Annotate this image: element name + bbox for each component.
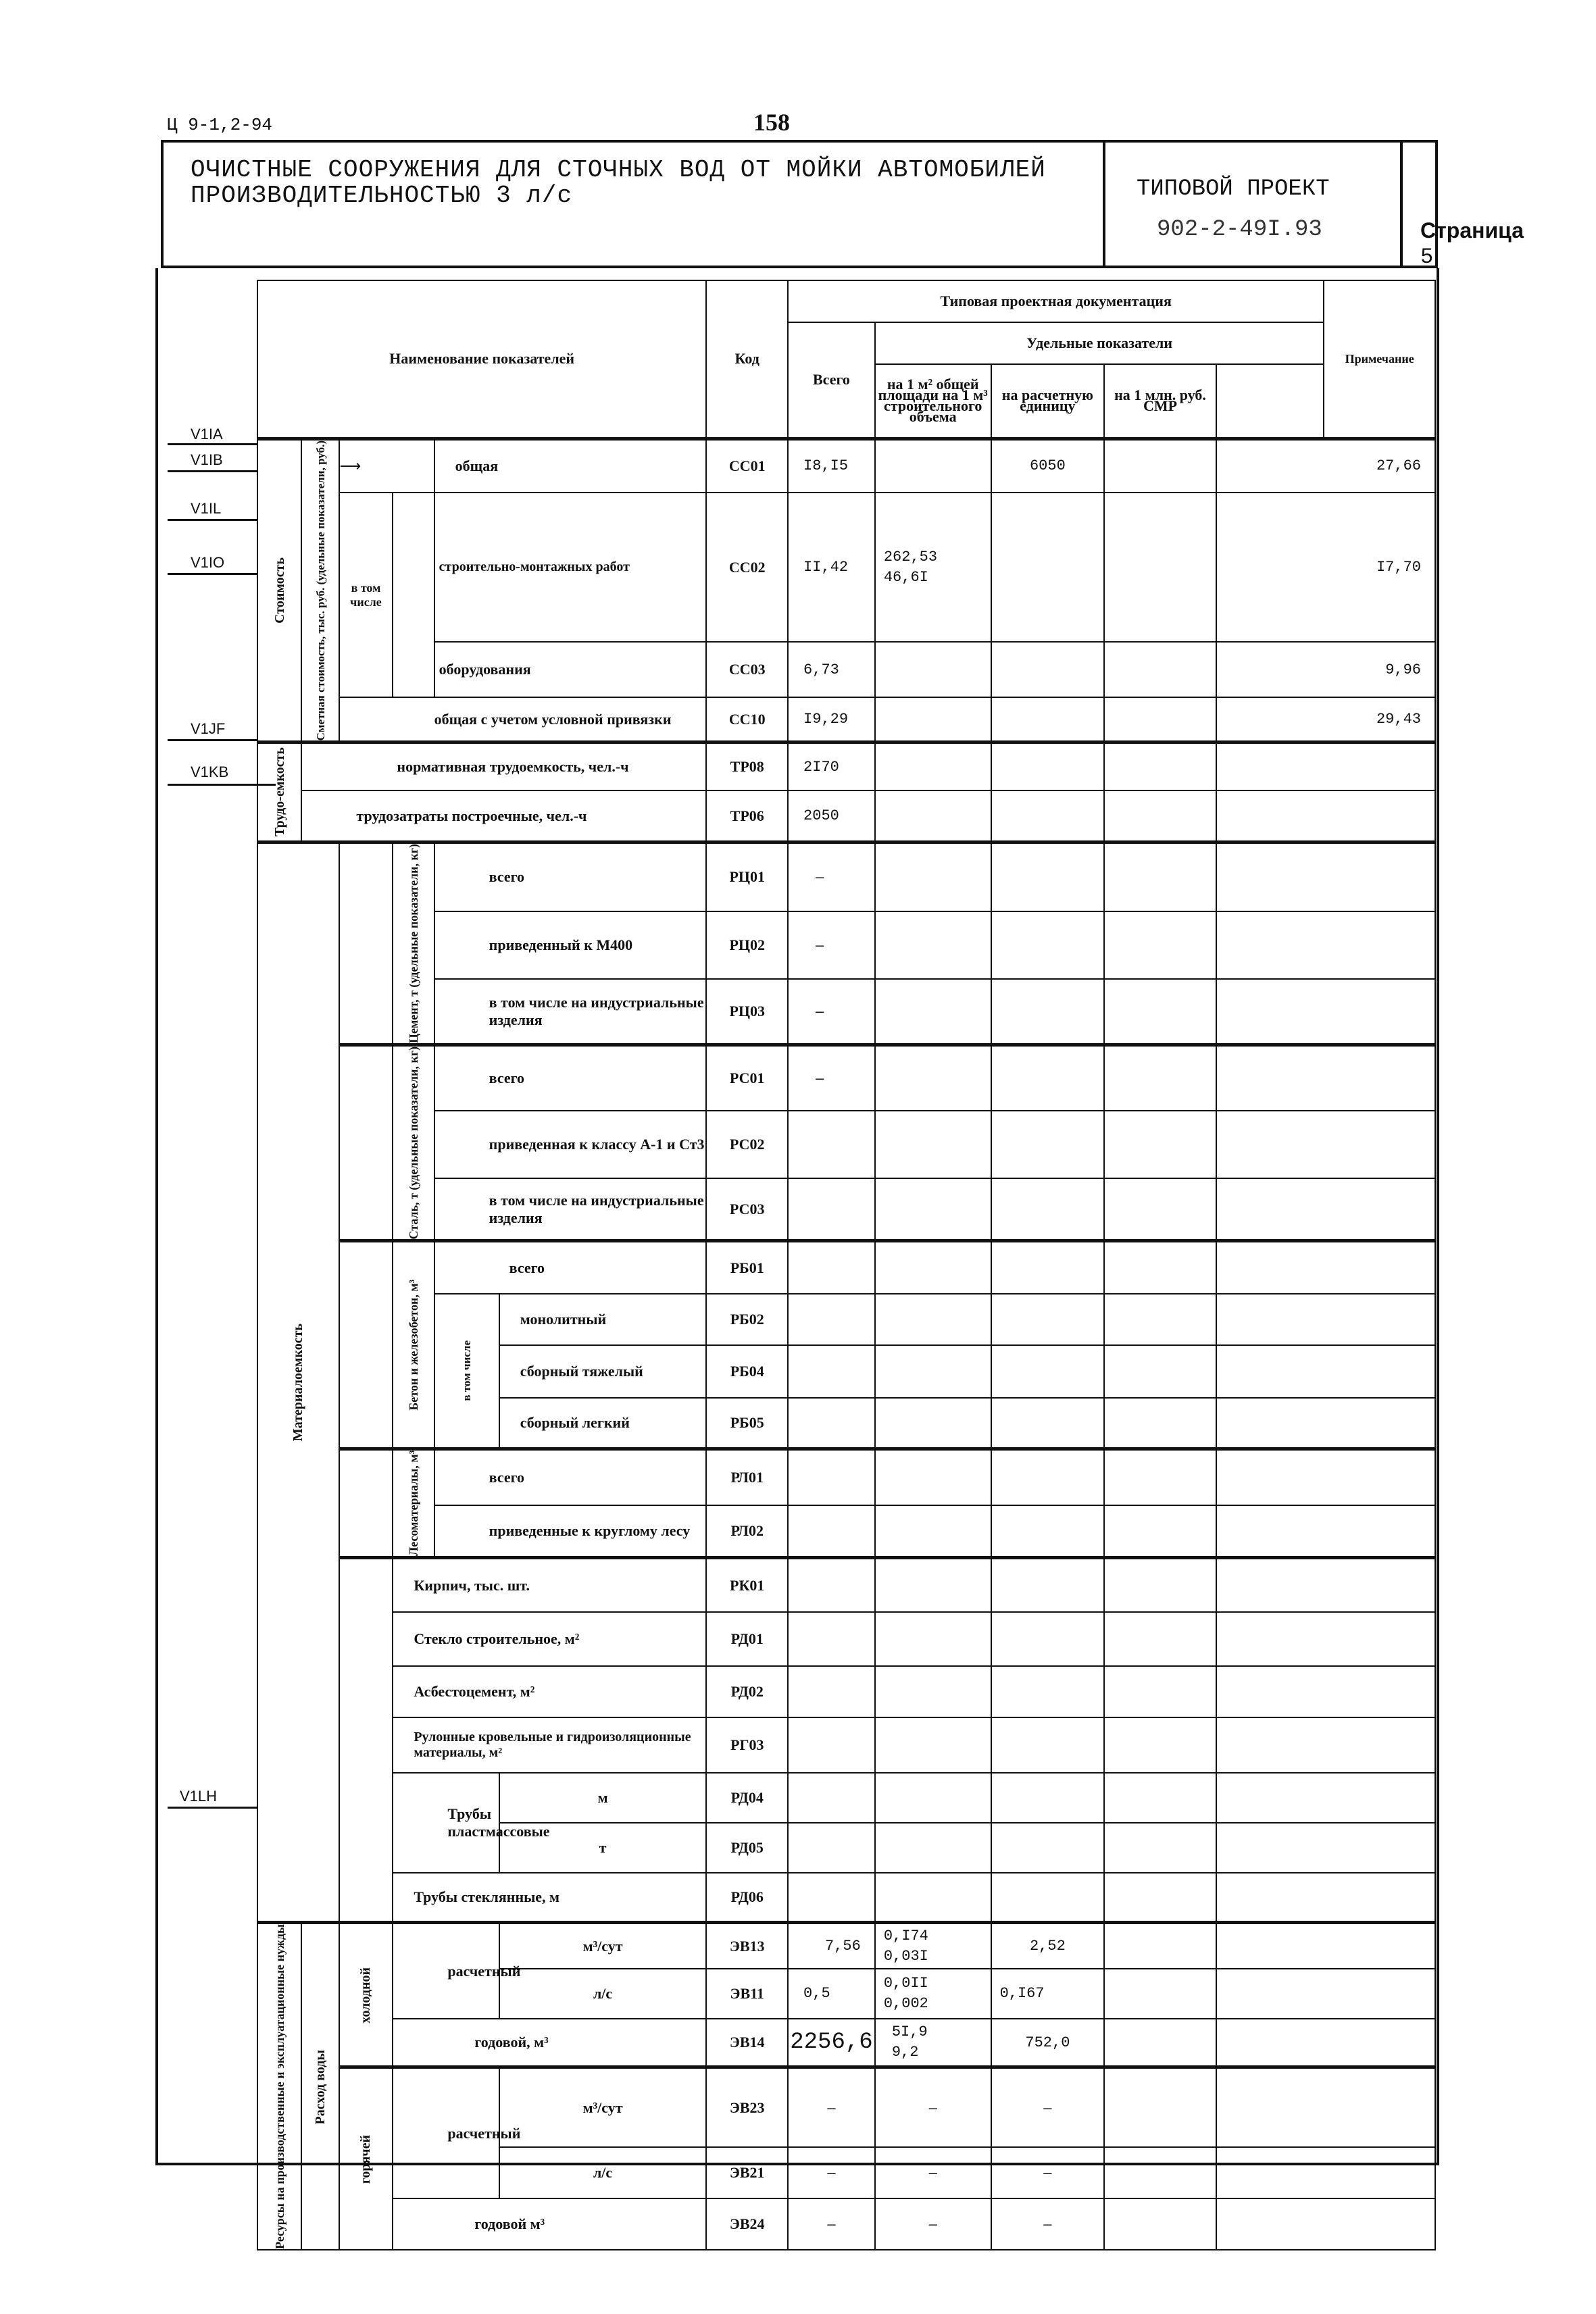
cell-per-area: [875, 642, 991, 697]
cell-per-unit: 752,0: [991, 2019, 1105, 2067]
table-row: [257, 493, 1435, 642]
row-name: в том числе на индустриальные изделия: [434, 979, 707, 1045]
row-name: Рулонные кровельные и гидроизоляционные материалы, м²: [393, 1717, 706, 1773]
cell-note: I7,70: [1216, 493, 1435, 642]
table-row: [257, 1923, 1435, 1969]
row-code: ЭВ14: [706, 2019, 788, 2067]
row-name: Стекло строительное, м²: [393, 1612, 706, 1666]
table-row: [257, 1111, 1435, 1178]
page-number: 158: [753, 109, 790, 136]
cell-total: I8,I5: [788, 438, 875, 493]
cell-per-smr: [1104, 493, 1216, 642]
row-code: РБ05: [706, 1398, 788, 1449]
group-resources: Ресурсы на производственные и эксплуатационные нужды: [257, 1923, 301, 2250]
row-name: общая с учетом условной привязки: [339, 697, 707, 742]
table-row: [257, 911, 1435, 979]
table-row: [257, 697, 1435, 742]
document-title: ОЧИСТНЫЕ СООРУЖЕНИЯ ДЛЯ СТОЧНЫХ ВОД ОТ МОЙКИ АВТОМОБИЛЕЙ ПРОИЗВОДИТЕЛЬНОСТЬЮ 3 л/с: [191, 156, 1046, 209]
row-code: ЭВ13: [706, 1923, 788, 1969]
row-code: РД05: [706, 1823, 788, 1873]
table-row: [257, 2067, 1435, 2147]
arrow-cell: [393, 493, 434, 697]
cell-note: 29,43: [1216, 697, 1435, 742]
page-label-text: Страница: [1420, 218, 1524, 243]
row-code: РС03: [706, 1178, 788, 1241]
table-row: [257, 2019, 1435, 2067]
cell-total: –: [788, 911, 875, 979]
table-row: [257, 979, 1435, 1045]
row-name: расчетный: [393, 2067, 499, 2198]
margin-mark: V1IL: [191, 500, 222, 517]
table-row: [257, 1773, 1435, 1823]
spacer: [339, 842, 393, 1045]
row-code: РС01: [706, 1045, 788, 1111]
col-header-total: Всего: [788, 322, 875, 438]
row-name: общая: [434, 438, 707, 493]
col-header-code: Код: [706, 280, 788, 438]
row-code: РД06: [706, 1873, 788, 1923]
margin-mark: V1JF: [191, 720, 226, 737]
project-label: ТИПОВОЙ ПРОЕКТ: [1137, 176, 1330, 202]
water-hot: горячей: [339, 2067, 393, 2250]
unit-cell: л/с: [499, 1969, 707, 2019]
row-code: ЭВ23: [706, 2067, 788, 2147]
spacer: [339, 1241, 393, 1449]
table-row: [257, 842, 1435, 911]
title-divider: [1400, 143, 1403, 266]
cell-per-smr: [1104, 642, 1216, 697]
row-name: сборный легкий: [499, 1398, 707, 1449]
row-code: СС03: [706, 642, 788, 697]
row-code: ЭВ24: [706, 2198, 788, 2250]
col-header-per-smr: на 1 млн. руб. СМР: [1104, 364, 1216, 438]
cell-total: –: [788, 842, 875, 911]
cell-total: –: [788, 2198, 875, 2250]
margin-line: [168, 470, 257, 472]
group-timber: Лесоматериалы, м³: [393, 1449, 434, 1558]
row-name: всего: [434, 1449, 707, 1505]
cell-per-unit: –: [991, 2067, 1105, 2147]
cell-per-smr: [1104, 438, 1216, 493]
arrow-cell: ⟶: [339, 438, 434, 493]
page-label: [1420, 218, 1524, 270]
title-block: [161, 140, 1524, 270]
unit-cell: м³/сут: [499, 2067, 707, 2147]
cell-per-smr: [1104, 697, 1216, 742]
table-row: [257, 1241, 1435, 1294]
row-name: Трубы пластмассовые: [393, 1773, 499, 1873]
table-row: [257, 2198, 1435, 2250]
margin-line: [168, 519, 257, 521]
table-row: [257, 790, 1435, 842]
margin-line: [168, 739, 257, 741]
row-code: РЦ03: [706, 979, 788, 1045]
col-header-per-area: на 1 м² общей площади на 1 м³ строительного объема: [875, 364, 991, 438]
in-that-label: в том числе: [339, 493, 393, 697]
margin-line: [168, 573, 257, 575]
table-row: [257, 1717, 1435, 1773]
table-row: [257, 1873, 1435, 1923]
table-row: [257, 742, 1435, 790]
row-name: трудозатраты построечные, чел.-ч: [301, 790, 706, 842]
table-row: [257, 1294, 1435, 1345]
cell-total: 2050: [788, 790, 875, 842]
col-header-name: Наименование показателей: [257, 280, 706, 438]
row-code: РБ02: [706, 1294, 788, 1345]
spacer: [339, 1045, 393, 1241]
row-code: ЭВ11: [706, 1969, 788, 2019]
row-name: всего: [434, 842, 707, 911]
row-code: РЦ02: [706, 911, 788, 979]
cell-per-area: [875, 697, 991, 742]
row-code: ЭВ21: [706, 2147, 788, 2198]
col-header-note: Примечание: [1324, 280, 1435, 438]
table-row: [257, 1505, 1435, 1558]
row-code: СС02: [706, 493, 788, 642]
cell-per-area: 0,0II 0,002: [875, 1969, 991, 2019]
cell-total: 0,5: [788, 1969, 875, 2019]
cell-total: –: [788, 2147, 875, 2198]
group-water: Расход воды: [301, 1923, 339, 2250]
table-row: [257, 642, 1435, 697]
cell-per-unit: [991, 493, 1105, 642]
cell-total: II,42: [788, 493, 875, 642]
cell-per-unit: [991, 642, 1105, 697]
cell-total: –: [788, 1045, 875, 1111]
col-header-doc: Типовая проектная документация: [788, 280, 1324, 322]
row-name: приведенные к круглому лесу: [434, 1505, 707, 1558]
row-code: РД02: [706, 1666, 788, 1717]
cell-per-area: 5I,9 9,2: [875, 2019, 991, 2067]
group-cement: Цемент, т (удельные показатели, кг): [393, 842, 434, 1045]
cell-total: 2256,6: [788, 2019, 875, 2067]
group-labor: Трудо-емкость: [257, 742, 301, 842]
group-cost-sub: Сметная стоимость, тыс. руб. (удельные показатели, руб.): [301, 438, 339, 742]
row-name: нормативная трудоемкость, чел.-ч: [301, 742, 706, 790]
cell-per-area: [875, 438, 991, 493]
cell-total: 6,73: [788, 642, 875, 697]
unit-cell: л/с: [499, 2147, 707, 2198]
cell-total: 2I70: [788, 742, 875, 790]
row-name: приведенная к классу А-1 и Ст3: [434, 1111, 707, 1178]
table-row: [257, 1178, 1435, 1241]
row-name: всего: [434, 1241, 707, 1294]
margin-mark: V1KB: [191, 763, 229, 780]
table-row: [257, 1666, 1435, 1717]
row-code: РД01: [706, 1612, 788, 1666]
cell-total: 7,56: [788, 1923, 875, 1969]
row-name: в том числе на индустриальные изделия: [434, 1178, 707, 1241]
row-code: РБ04: [706, 1345, 788, 1398]
row-name: Асбестоцемент, м²: [393, 1666, 706, 1717]
cell-per-area: –: [875, 2067, 991, 2147]
col-header-per-unit: на расчетную единицу: [991, 364, 1105, 438]
cell-note: 27,66: [1216, 438, 1435, 493]
row-code: РЛ01: [706, 1449, 788, 1505]
indicators-table: [257, 280, 1436, 2250]
cell-per-area: 262,53 46,6I: [875, 493, 991, 642]
cell-per-unit: 6050: [991, 438, 1105, 493]
table-row: [257, 438, 1435, 493]
concrete-in-that: в том числе: [434, 1294, 499, 1449]
cell-note: 9,96: [1216, 642, 1435, 697]
row-name: оборудования: [434, 642, 707, 697]
cell-per-unit: –: [991, 2147, 1105, 2198]
cell-per-area: –: [875, 2198, 991, 2250]
unit-cell: м: [499, 1773, 707, 1823]
cell-per-area: 0,I74 0,03I: [875, 1923, 991, 1969]
unit-cell: т: [499, 1823, 707, 1873]
project-number: 902-2-49I.93: [1157, 217, 1322, 243]
margin-mark: V1IB: [191, 451, 223, 468]
spacer: [339, 1558, 393, 1923]
row-code: ТР06: [706, 790, 788, 842]
row-name: строительно-монтажных работ: [434, 493, 707, 642]
document-code: Ц 9-1,2-94: [167, 115, 273, 135]
row-code: СС10: [706, 697, 788, 742]
title-divider: [1103, 143, 1105, 266]
table-row: [257, 1449, 1435, 1505]
row-code: ТР08: [706, 742, 788, 790]
cell-total: I9,29: [788, 697, 875, 742]
water-cold: холодной: [339, 1923, 393, 2067]
margin-line: [168, 443, 257, 445]
spacer: [339, 1449, 393, 1558]
cell-per-unit: 2,52: [991, 1923, 1105, 1969]
col-header-specific: Удельные показатели: [875, 322, 1324, 364]
row-code: РГ03: [706, 1717, 788, 1773]
row-name: всего: [434, 1045, 707, 1111]
table-row: [257, 1558, 1435, 1612]
row-name: приведенный к М400: [434, 911, 707, 979]
cell-total: –: [788, 979, 875, 1045]
unit-cell: м³/сут: [499, 1923, 707, 1969]
cell-per-unit: 0,I67: [991, 1969, 1105, 2019]
row-code: РД04: [706, 1773, 788, 1823]
margin-line: [168, 1807, 257, 1809]
row-name: годовой, м³: [393, 2019, 706, 2067]
row-name: Трубы стеклянные, м: [393, 1873, 706, 1923]
margin-mark: V1IA: [191, 426, 223, 443]
row-name: монолитный: [499, 1294, 707, 1345]
row-code: РЦ01: [706, 842, 788, 911]
group-material: Материалоемкость: [257, 842, 339, 1923]
row-code: СС01: [706, 438, 788, 493]
group-cost: Стоимость: [257, 438, 301, 742]
row-name: сборный тяжелый: [499, 1345, 707, 1398]
table-row: [257, 1612, 1435, 1666]
page-value: 5: [1420, 245, 1434, 270]
row-name: Кирпич, тыс. шт.: [393, 1558, 706, 1612]
row-code: РС02: [706, 1111, 788, 1178]
row-code: РЛ02: [706, 1505, 788, 1558]
group-steel: Сталь, т (удельные показатели, кг): [393, 1045, 434, 1241]
cell-per-unit: [991, 697, 1105, 742]
row-name: годовой м³: [393, 2198, 706, 2250]
row-code: РК01: [706, 1558, 788, 1612]
margin-mark: V1IO: [191, 554, 225, 571]
cell-per-area: –: [875, 2147, 991, 2198]
cell-total: –: [788, 2067, 875, 2147]
row-code: РБ01: [706, 1241, 788, 1294]
cell-per-unit: –: [991, 2198, 1105, 2250]
row-name: расчетный: [393, 1923, 499, 2019]
margin-mark: V1LH: [180, 1788, 218, 1805]
table-row: [257, 1045, 1435, 1111]
empty-cell: [1216, 364, 1324, 438]
group-concrete: Бетон и железобетон, м³: [393, 1241, 434, 1449]
